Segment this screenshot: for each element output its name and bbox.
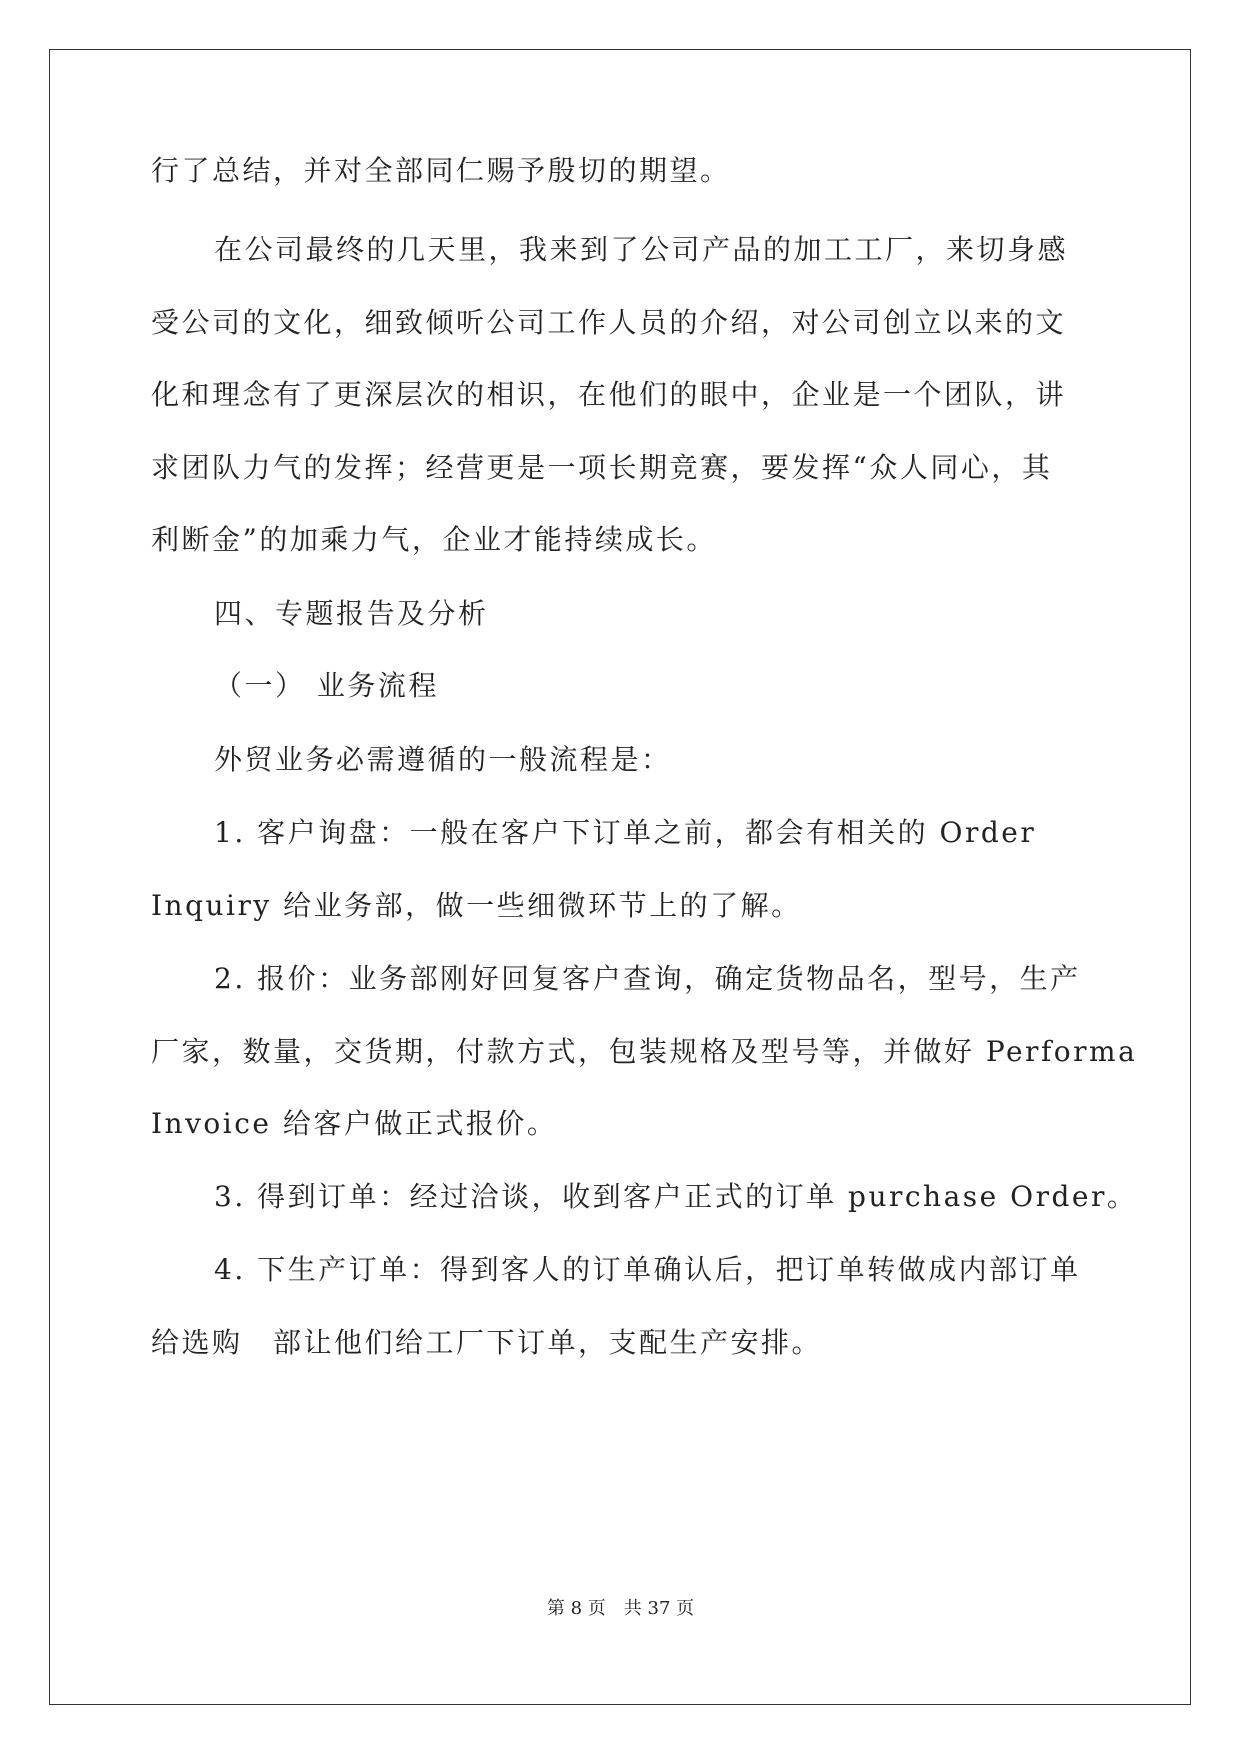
list-item: 4. 下生产订单：得到客人的订单确认后，把订单转做成内部订单: [214, 1253, 1081, 1286]
paragraph-line: 行了总结，并对全部同仁赐予殷切的期望。: [151, 154, 731, 187]
page-number-footer: 第 8 页 共 37 页: [546, 1598, 695, 1619]
paragraph-line: 求团队力气的发挥；经营更是一项长期竞赛，要发挥“众人同心，其: [151, 451, 1053, 484]
paragraph-line: 利断金”的加乘力气，企业才能持续成长。: [151, 523, 717, 556]
paragraph-line: 受公司的文化，细致倾听公司工作人员的介绍，对公司创立以来的文: [151, 306, 1067, 339]
paragraph-line: 在公司最终的几天里，我来到了公司产品的加工工厂，来切身感: [214, 233, 1069, 266]
subsection-heading: （一） 业务流程: [214, 669, 439, 702]
list-item: 1. 客户询盘：一般在客户下订单之前，都会有相关的 Order: [214, 816, 1037, 849]
list-item: 2. 报价：业务部刚好回复客户查询，确定货物品名，型号，生产: [214, 962, 1081, 995]
paragraph-line: 给选购 部让他们给工厂下订单，支配生产安排。: [151, 1326, 823, 1359]
paragraph-line: Inquiry 给业务部，做一些细微环节上的了解。: [151, 889, 802, 922]
paragraph-line: 厂家，数量，交货期，付款方式，包装规格及型号等，并做好 Performa: [151, 1035, 1138, 1068]
paragraph-line: Invoice 给客户做正式报价。: [151, 1107, 558, 1140]
paragraph-line: 化和理念有了更深层次的相识，在他们的眼中，企业是一个团队，讲: [151, 378, 1067, 411]
section-heading: 四、专题报告及分析: [214, 597, 489, 630]
list-item: 3. 得到订单：经过洽谈，收到客户正式的订单 purchase Order。: [214, 1180, 1138, 1213]
paragraph-line: 外贸业务必需遵循的一般流程是：: [214, 743, 672, 776]
page-border: [49, 49, 1191, 1705]
